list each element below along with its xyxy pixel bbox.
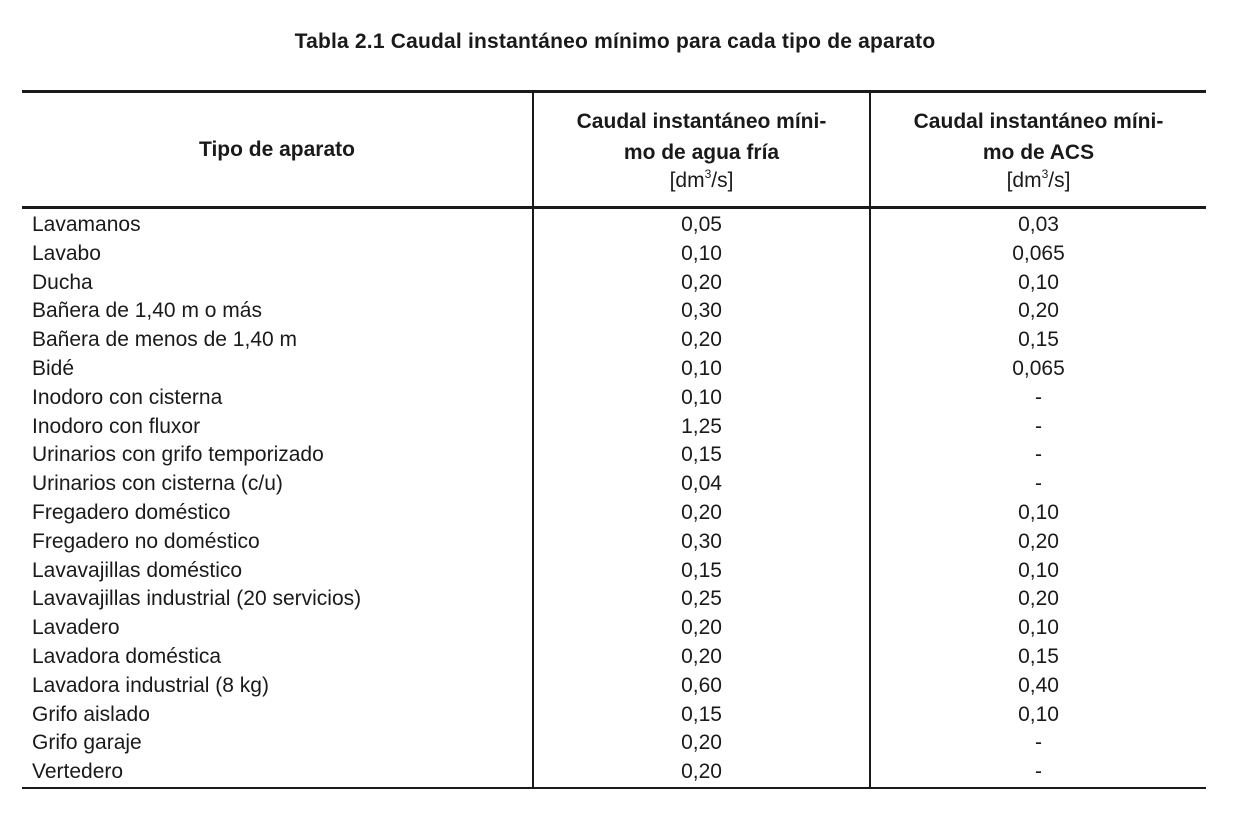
header-caudal-agua-fria-unit [542, 168, 861, 194]
cell-caudal-acs: 0,10 [870, 499, 1206, 528]
cell-tipo-aparato: Bañera de 1,40 m o más [32, 299, 262, 323]
cell-caudal-agua-fria: 0,60 [533, 672, 870, 701]
cell-caudal-acs: - [870, 441, 1206, 470]
cell-caudal-acs: 0,10 [870, 269, 1206, 298]
cell-tipo-aparato: Bañera de menos de 1,40 m [32, 328, 298, 352]
cell-tipo-aparato: Fregadero no doméstico [32, 529, 260, 553]
cell-tipo-aparato: Grifo garaje [32, 731, 142, 755]
cell-caudal-acs: - [870, 758, 1206, 788]
table-header [22, 92, 1206, 208]
cell-caudal-agua-fria: 0,20 [533, 729, 870, 758]
cell-caudal-acs: - [870, 413, 1206, 442]
cell-caudal-acs: 0,10 [870, 614, 1206, 643]
table-row [22, 384, 1206, 413]
cell-caudal-agua-fria: 0,10 [533, 240, 870, 269]
table-row [22, 355, 1206, 384]
cell-caudal-acs: 0,20 [870, 585, 1206, 614]
cell-caudal-agua-fria: 0,15 [533, 441, 870, 470]
table-row [22, 643, 1206, 672]
cell-caudal-acs: 0,065 [870, 355, 1206, 384]
cell-caudal-agua-fria: 0,30 [533, 297, 870, 326]
cell-tipo-aparato: Grifo aislado [32, 702, 150, 726]
cell-tipo-aparato: Fregadero doméstico [32, 500, 231, 524]
header-caudal-acs [870, 92, 1206, 208]
cell-caudal-acs: 0,10 [870, 701, 1206, 730]
cell-caudal-agua-fria: 0,20 [533, 643, 870, 672]
cell-caudal-acs: 0,10 [870, 557, 1206, 586]
table-row [22, 614, 1206, 643]
cell-caudal-acs: 0,20 [870, 297, 1206, 326]
cell-caudal-agua-fria: 0,30 [533, 528, 870, 557]
cell-caudal-agua-fria: 0,20 [533, 758, 870, 788]
table-row [22, 729, 1206, 758]
header-tipo-aparato: Tipo de aparato [22, 92, 533, 208]
table-row [22, 240, 1206, 269]
table-row [22, 297, 1206, 326]
flow-rate-table [22, 90, 1206, 789]
unit-exponent: 3 [1041, 166, 1049, 181]
cell-caudal-acs: - [870, 384, 1206, 413]
table-row [22, 585, 1206, 614]
header-caudal-acs-line2: mo de ACS [982, 140, 1095, 164]
unit-suffix: /s] [711, 168, 734, 192]
table-body [22, 208, 1206, 788]
cell-tipo-aparato: Lavamanos [32, 213, 141, 236]
table-row [22, 528, 1206, 557]
cell-caudal-acs: 0,15 [870, 643, 1206, 672]
unit-prefix: [dm [669, 168, 705, 192]
cell-caudal-agua-fria: 0,10 [533, 384, 870, 413]
header-caudal-agua-fria-line1: Caudal instantáneo míni- [576, 109, 827, 133]
cell-caudal-agua-fria: 0,25 [533, 585, 870, 614]
cell-caudal-acs: 0,20 [870, 528, 1206, 557]
table-row [22, 672, 1206, 701]
cell-caudal-agua-fria: 0,05 [533, 208, 870, 240]
unit-suffix: /s] [1048, 168, 1071, 192]
cell-caudal-acs: 0,03 [870, 208, 1206, 240]
cell-tipo-aparato: Lavabo [32, 241, 101, 265]
cell-tipo-aparato: Lavadora doméstica [32, 644, 222, 668]
cell-tipo-aparato: Lavadora industrial (8 kg) [32, 673, 269, 697]
unit-prefix: [dm [1006, 168, 1042, 192]
cell-caudal-agua-fria: 1,25 [533, 413, 870, 442]
table-row [22, 557, 1206, 586]
cell-caudal-agua-fria: 0,15 [533, 557, 870, 586]
table-row [22, 208, 1206, 240]
table-row [22, 269, 1206, 298]
cell-caudal-agua-fria: 0,20 [533, 499, 870, 528]
cell-tipo-aparato: Bidé [32, 356, 75, 380]
header-caudal-acs-unit [879, 168, 1198, 194]
table-row [22, 413, 1206, 442]
cell-caudal-agua-fria: 0,15 [533, 701, 870, 730]
cell-caudal-agua-fria: 0,04 [533, 470, 870, 499]
cell-tipo-aparato: Inodoro con cisterna [32, 385, 223, 409]
cell-caudal-acs: 0,065 [870, 240, 1206, 269]
header-caudal-agua-fria [533, 92, 870, 208]
unit-exponent: 3 [704, 166, 712, 181]
table-caption: Tabla 2.1 Caudal instantáneo mínimo para cada tipo de aparato [294, 30, 936, 53]
cell-caudal-acs: - [870, 729, 1206, 758]
header-caudal-acs-line1: Caudal instantáneo míni- [913, 109, 1164, 133]
cell-caudal-agua-fria: 0,10 [533, 355, 870, 384]
cell-tipo-aparato: Ducha [32, 270, 93, 294]
table-row [22, 758, 1206, 788]
cell-tipo-aparato: Lavadero [32, 616, 120, 640]
table-row [22, 326, 1206, 355]
header-caudal-agua-fria-line2: mo de agua fría [623, 140, 780, 164]
table-row [22, 701, 1206, 730]
cell-caudal-agua-fria: 0,20 [533, 614, 870, 643]
cell-tipo-aparato: Lavavajillas doméstico [32, 558, 243, 582]
cell-caudal-acs: 0,40 [870, 672, 1206, 701]
cell-tipo-aparato: Lavavajillas industrial (20 servicios) [32, 587, 362, 611]
header-row [22, 92, 1206, 208]
cell-caudal-acs: - [870, 470, 1206, 499]
table-row [22, 499, 1206, 528]
cell-tipo-aparato: Inodoro con fluxor [32, 414, 201, 438]
cell-caudal-agua-fria: 0,20 [533, 269, 870, 298]
cell-tipo-aparato: Urinarios con cisterna (c/u) [32, 472, 283, 496]
cell-caudal-agua-fria: 0,20 [533, 326, 870, 355]
cell-tipo-aparato: Vertedero [22, 758, 533, 788]
table-row [22, 470, 1206, 499]
cell-tipo-aparato: Urinarios con grifo temporizado [32, 443, 324, 467]
flow-rate-table-container [22, 90, 1206, 789]
table-row [22, 441, 1206, 470]
cell-caudal-acs: 0,15 [870, 326, 1206, 355]
